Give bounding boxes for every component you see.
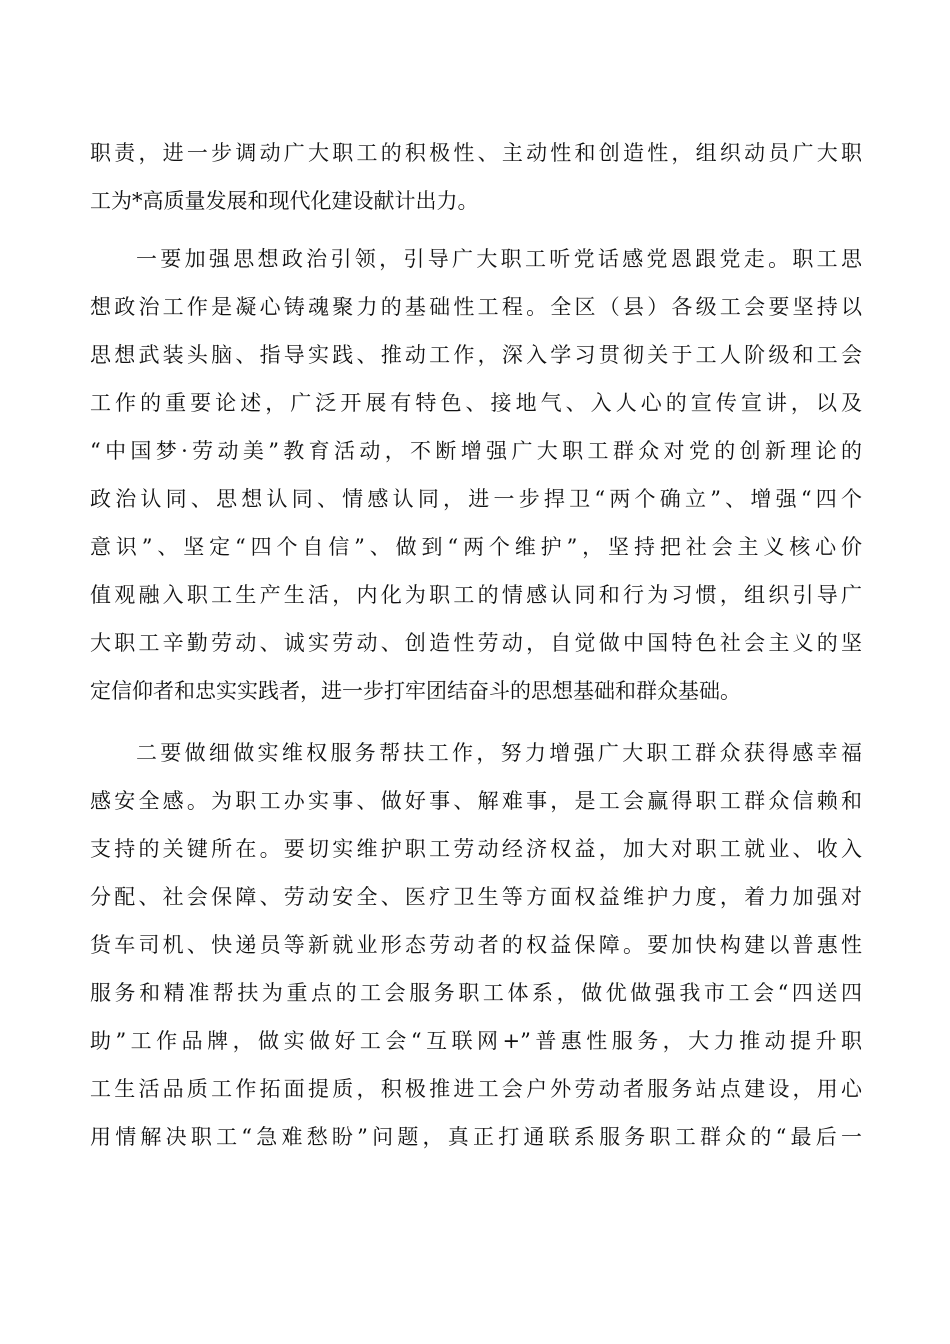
text-line: 感安全感。为职工办实事、做好事、解难事，是工会赢得职工群众信赖和 <box>90 789 862 813</box>
text-line: “中国梦·劳动美”教育活动，不断增强广大职工群众对党的创新理论的 <box>90 439 862 463</box>
paragraph-first-line: 二要做细做实维权服务帮扶工作，努力增强广大职工群众获得感幸福 <box>136 741 862 765</box>
text-line: 想政治工作是凝心铸魂聚力的基础性工程。全区（县）各级工会要坚持以 <box>90 295 862 319</box>
text-line: 值观融入职工生产生活，内化为职工的情感认同和行为习惯，组织引导广 <box>90 583 862 607</box>
text-line: 定信仰者和忠实实践者，进一步打牢团结奋斗的思想基础和群众基础。 <box>90 679 741 703</box>
text-line: 服务和精准帮扶为重点的工会服务职工体系，做优做强我市工会“四送四 <box>90 981 862 1005</box>
text-line: 工为*高质量发展和现代化建设献计出力。 <box>90 189 479 213</box>
text-line: 意识”、坚定“四个自信”、做到“两个维护”，坚持把社会主义核心价 <box>90 535 862 559</box>
text-line: 工作的重要论述，广泛开展有特色、接地气、入人心的宣传宣讲，以及 <box>90 391 862 415</box>
text-line: 工生活品质工作拓面提质，积极推进工会户外劳动者服务站点建设，用心 <box>90 1077 862 1101</box>
text-line: 大职工辛勤劳动、诚实劳动、创造性劳动，自觉做中国特色社会主义的坚 <box>90 631 862 655</box>
text-line: 支持的关键所在。要切实维护职工劳动经济权益，加大对职工就业、收入 <box>90 837 862 861</box>
text-line: 用情解决职工“急难愁盼”问题，真正打通联系服务职工群众的“最后一 <box>90 1125 862 1149</box>
text-line: 政治认同、思想认同、情感认同，进一步捍卫“两个确立”、增强“四个 <box>90 487 862 511</box>
text-line: 货车司机、快递员等新就业形态劳动者的权益保障。要加快构建以普惠性 <box>90 933 862 957</box>
text-line: 职责，进一步调动广大职工的积极性、主动性和创造性，组织动员广大职 <box>90 141 862 165</box>
paragraph-first-line: 一要加强思想政治引领，引导广大职工听党话感党恩跟党走。职工思 <box>136 247 862 271</box>
text-line: 分配、社会保障、劳动安全、医疗卫生等方面权益维护力度，着力加强对 <box>90 885 862 909</box>
text-line: 助”工作品牌，做实做好工会“互联网+”普惠性服务，大力推动提升职 <box>90 1029 862 1053</box>
text-line: 思想武装头脑、指导实践、推动工作，深入学习贯彻关于工人阶级和工会 <box>90 343 862 367</box>
